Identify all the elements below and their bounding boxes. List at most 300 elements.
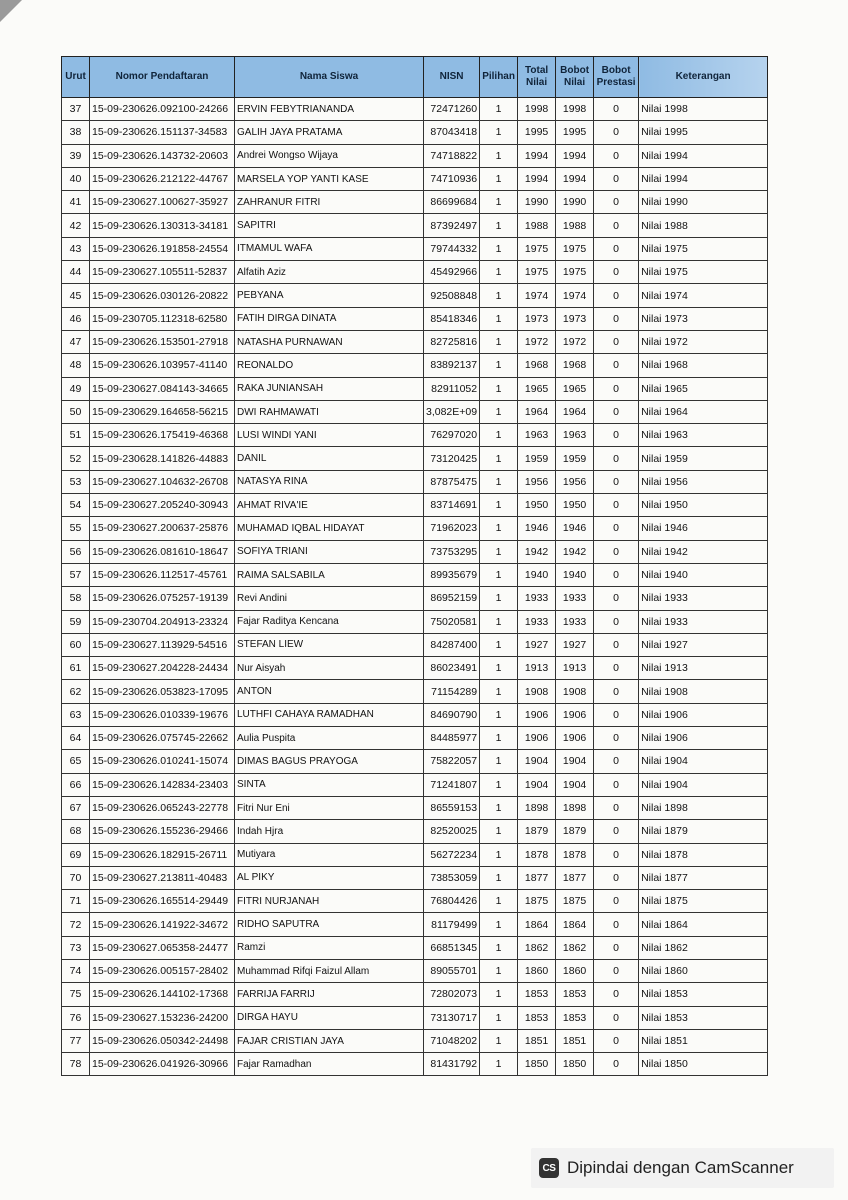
cell-keterangan: Nilai 1975 [639, 237, 768, 260]
cell-nisn: 87392497 [424, 214, 480, 237]
cell-total-nilai: 1940 [518, 563, 556, 586]
table-row [62, 214, 768, 237]
cell-urut: 37 [62, 98, 90, 121]
cell-bobot-nilai: 1975 [556, 261, 594, 284]
cell-bobot-prestasi: 0 [594, 144, 639, 167]
cell-nama-siswa: Revi Andini [235, 587, 424, 610]
table-row [62, 983, 768, 1006]
cell-bobot-nilai: 1908 [556, 680, 594, 703]
cell-keterangan: Nilai 1973 [639, 307, 768, 330]
cell-pilihan: 1 [480, 936, 518, 959]
cell-nomor-pendaftaran: 15-09-230626.050342-24498 [90, 1029, 235, 1052]
cell-nomor-pendaftaran: 15-09-230704.204913-23324 [90, 610, 235, 633]
cell-urut: 57 [62, 563, 90, 586]
cell-urut: 49 [62, 377, 90, 400]
cell-urut: 67 [62, 796, 90, 819]
cell-pilihan: 1 [480, 959, 518, 982]
cell-nomor-pendaftaran: 15-09-230627.084143-34665 [90, 377, 235, 400]
table-row [62, 610, 768, 633]
cell-nomor-pendaftaran: 15-09-230627.213811-40483 [90, 866, 235, 889]
cell-pilihan: 1 [480, 261, 518, 284]
cell-nomor-pendaftaran: 15-09-230626.165514-29449 [90, 890, 235, 913]
cell-total-nilai: 1998 [518, 98, 556, 121]
cell-total-nilai: 1968 [518, 354, 556, 377]
cell-nomor-pendaftaran: 15-09-230626.005157-28402 [90, 959, 235, 982]
table-row [62, 167, 768, 190]
cell-bobot-nilai: 1864 [556, 913, 594, 936]
cell-total-nilai: 1879 [518, 820, 556, 843]
cell-pilihan: 1 [480, 913, 518, 936]
cell-bobot-nilai: 1906 [556, 703, 594, 726]
cell-bobot-nilai: 1875 [556, 890, 594, 913]
cell-nama-siswa: Fajar Raditya Kencana [235, 610, 424, 633]
cell-pilihan: 1 [480, 167, 518, 190]
table-row [62, 1029, 768, 1052]
cell-nisn: 82725816 [424, 330, 480, 353]
cell-total-nilai: 1959 [518, 447, 556, 470]
table-row [62, 890, 768, 913]
cell-keterangan: Nilai 1904 [639, 773, 768, 796]
cell-nama-siswa: RAKA JUNIANSAH [235, 377, 424, 400]
cell-pilihan: 1 [480, 633, 518, 656]
table-row [62, 354, 768, 377]
header-total-nilai: Total Nilai [518, 57, 556, 98]
cell-total-nilai: 1904 [518, 773, 556, 796]
cell-bobot-nilai: 1990 [556, 191, 594, 214]
cell-bobot-prestasi: 0 [594, 610, 639, 633]
cell-pilihan: 1 [480, 447, 518, 470]
camscanner-badge [531, 1148, 834, 1188]
cell-nisn: 73120425 [424, 447, 480, 470]
cell-urut: 47 [62, 330, 90, 353]
cell-bobot-prestasi: 0 [594, 563, 639, 586]
cell-urut: 58 [62, 587, 90, 610]
cell-nomor-pendaftaran: 15-09-230627.104632-26708 [90, 470, 235, 493]
cell-pilihan: 1 [480, 191, 518, 214]
cell-nomor-pendaftaran: 15-09-230626.155236-29466 [90, 820, 235, 843]
cell-bobot-nilai: 1995 [556, 121, 594, 144]
cell-nama-siswa: MUHAMAD IQBAL HIDAYAT [235, 517, 424, 540]
cell-urut: 71 [62, 890, 90, 913]
cell-bobot-prestasi: 0 [594, 1053, 639, 1076]
cell-nisn: 72802073 [424, 983, 480, 1006]
cell-nama-siswa: FATIH DIRGA DINATA [235, 307, 424, 330]
header-keterangan: Keterangan [639, 57, 768, 98]
cell-urut: 65 [62, 750, 90, 773]
cell-nama-siswa: ZAHRANUR FITRI [235, 191, 424, 214]
cell-nama-siswa: Andrei Wongso Wijaya [235, 144, 424, 167]
cell-keterangan: Nilai 1904 [639, 750, 768, 773]
cell-nisn: 87043418 [424, 121, 480, 144]
cell-urut: 56 [62, 540, 90, 563]
cell-bobot-nilai: 1879 [556, 820, 594, 843]
cell-urut: 62 [62, 680, 90, 703]
cell-nomor-pendaftaran: 15-09-230627.105511-52837 [90, 261, 235, 284]
cell-nisn: 89935679 [424, 563, 480, 586]
cell-bobot-prestasi: 0 [594, 284, 639, 307]
table-row [62, 657, 768, 680]
cell-nomor-pendaftaran: 15-09-230705.112318-62580 [90, 307, 235, 330]
cell-bobot-prestasi: 0 [594, 214, 639, 237]
cell-keterangan: Nilai 1913 [639, 657, 768, 680]
cell-nomor-pendaftaran: 15-09-230626.144102-17368 [90, 983, 235, 1006]
cell-nisn: 86952159 [424, 587, 480, 610]
cell-bobot-nilai: 1913 [556, 657, 594, 680]
cell-bobot-nilai: 1972 [556, 330, 594, 353]
cell-nisn: 71241807 [424, 773, 480, 796]
cell-pilihan: 1 [480, 796, 518, 819]
cell-nama-siswa: SINTA [235, 773, 424, 796]
cell-pilihan: 1 [480, 983, 518, 1006]
cell-nomor-pendaftaran: 15-09-230626.141922-34672 [90, 913, 235, 936]
cell-urut: 44 [62, 261, 90, 284]
cell-bobot-prestasi: 0 [594, 167, 639, 190]
cell-pilihan: 1 [480, 354, 518, 377]
cell-urut: 69 [62, 843, 90, 866]
cell-nisn: 84690790 [424, 703, 480, 726]
cell-urut: 72 [62, 913, 90, 936]
cell-total-nilai: 1933 [518, 587, 556, 610]
cell-total-nilai: 1933 [518, 610, 556, 633]
cell-bobot-nilai: 1974 [556, 284, 594, 307]
cell-total-nilai: 1974 [518, 284, 556, 307]
cell-keterangan: Nilai 1851 [639, 1029, 768, 1052]
table-row [62, 261, 768, 284]
cell-urut: 39 [62, 144, 90, 167]
cell-nisn: 74718822 [424, 144, 480, 167]
cell-nomor-pendaftaran: 15-09-230626.010339-19676 [90, 703, 235, 726]
cell-total-nilai: 1908 [518, 680, 556, 703]
cell-bobot-nilai: 1963 [556, 424, 594, 447]
cell-pilihan: 1 [480, 330, 518, 353]
cell-bobot-prestasi: 0 [594, 1029, 639, 1052]
header-bobot-nilai: Bobot Nilai [556, 57, 594, 98]
cell-keterangan: Nilai 1906 [639, 727, 768, 750]
cell-nama-siswa: LUSI WINDI YANI [235, 424, 424, 447]
cell-total-nilai: 1850 [518, 1053, 556, 1076]
table-row [62, 237, 768, 260]
header-nama-siswa: Nama Siswa [235, 57, 424, 98]
cell-nisn: 86023491 [424, 657, 480, 680]
cell-nama-siswa: RAIMA SALSABILA [235, 563, 424, 586]
cell-keterangan: Nilai 1956 [639, 470, 768, 493]
cell-nisn: 84485977 [424, 727, 480, 750]
cell-keterangan: Nilai 1933 [639, 610, 768, 633]
cell-bobot-nilai: 1975 [556, 237, 594, 260]
cell-pilihan: 1 [480, 657, 518, 680]
cell-nomor-pendaftaran: 15-09-230626.053823-17095 [90, 680, 235, 703]
cell-nama-siswa: Indah Hjra [235, 820, 424, 843]
table-row [62, 563, 768, 586]
cell-urut: 60 [62, 633, 90, 656]
cell-nisn: 73853059 [424, 866, 480, 889]
cell-nama-siswa: DWI RAHMAWATI [235, 400, 424, 423]
cell-nama-siswa: AHMAT RIVA'IE [235, 494, 424, 517]
camscanner-text: Dipindai dengan CamScanner [567, 1158, 794, 1177]
cell-urut: 46 [62, 307, 90, 330]
cell-nama-siswa: Fajar Ramadhan [235, 1053, 424, 1076]
cell-nomor-pendaftaran: 15-09-230627.205240-30943 [90, 494, 235, 517]
cell-nomor-pendaftaran: 15-09-230626.182915-26711 [90, 843, 235, 866]
cell-total-nilai: 1906 [518, 703, 556, 726]
cell-nomor-pendaftaran: 15-09-230627.065358-24477 [90, 936, 235, 959]
cell-urut: 75 [62, 983, 90, 1006]
cell-nama-siswa: SOFIYA TRIANI [235, 540, 424, 563]
cell-nama-siswa: Muhammad Rifqi Faizul Allam [235, 959, 424, 982]
cell-total-nilai: 1913 [518, 657, 556, 680]
cell-urut: 50 [62, 400, 90, 423]
cell-keterangan: Nilai 1965 [639, 377, 768, 400]
cell-total-nilai: 1975 [518, 237, 556, 260]
cell-keterangan: Nilai 1995 [639, 121, 768, 144]
cell-bobot-prestasi: 0 [594, 703, 639, 726]
cell-urut: 76 [62, 1006, 90, 1029]
cell-total-nilai: 1988 [518, 214, 556, 237]
cell-nisn: 76297020 [424, 424, 480, 447]
header-bobot-prestasi: Bobot Prestasi [594, 57, 639, 98]
cell-total-nilai: 1853 [518, 983, 556, 1006]
cell-nomor-pendaftaran: 15-09-230626.130313-34181 [90, 214, 235, 237]
cell-keterangan: Nilai 1864 [639, 913, 768, 936]
cell-bobot-nilai: 1877 [556, 866, 594, 889]
cell-keterangan: Nilai 1877 [639, 866, 768, 889]
cell-bobot-nilai: 1862 [556, 936, 594, 959]
table-row [62, 796, 768, 819]
cell-urut: 73 [62, 936, 90, 959]
camscanner-logo-icon: CS [539, 1158, 559, 1178]
cell-nomor-pendaftaran: 15-09-230627.113929-54516 [90, 633, 235, 656]
cell-urut: 61 [62, 657, 90, 680]
cell-keterangan: Nilai 1950 [639, 494, 768, 517]
cell-pilihan: 1 [480, 237, 518, 260]
cell-bobot-prestasi: 0 [594, 470, 639, 493]
cell-urut: 40 [62, 167, 90, 190]
cell-keterangan: Nilai 1850 [639, 1053, 768, 1076]
cell-nisn: 45492966 [424, 261, 480, 284]
cell-bobot-prestasi: 0 [594, 191, 639, 214]
cell-urut: 42 [62, 214, 90, 237]
cell-nomor-pendaftaran: 15-09-230626.143732-20603 [90, 144, 235, 167]
cell-nisn: 83892137 [424, 354, 480, 377]
cell-keterangan: Nilai 1963 [639, 424, 768, 447]
cell-bobot-prestasi: 0 [594, 307, 639, 330]
cell-nama-siswa: Aulia Puspita [235, 727, 424, 750]
cell-nisn: 74710936 [424, 167, 480, 190]
cell-keterangan: Nilai 1879 [639, 820, 768, 843]
cell-bobot-nilai: 1950 [556, 494, 594, 517]
cell-total-nilai: 1942 [518, 540, 556, 563]
cell-bobot-prestasi: 0 [594, 959, 639, 982]
cell-pilihan: 1 [480, 680, 518, 703]
cell-pilihan: 1 [480, 587, 518, 610]
header-pilihan: Pilihan [480, 57, 518, 98]
cell-urut: 41 [62, 191, 90, 214]
cell-bobot-nilai: 1853 [556, 983, 594, 1006]
cell-nama-siswa: Mutiyara [235, 843, 424, 866]
cell-keterangan: Nilai 1942 [639, 540, 768, 563]
cell-keterangan: Nilai 1994 [639, 144, 768, 167]
cell-bobot-prestasi: 0 [594, 354, 639, 377]
cell-nama-siswa: FARRIJA FARRIJ [235, 983, 424, 1006]
cell-total-nilai: 1927 [518, 633, 556, 656]
cell-keterangan: Nilai 1990 [639, 191, 768, 214]
cell-urut: 53 [62, 470, 90, 493]
cell-pilihan: 1 [480, 1006, 518, 1029]
cell-nisn: 71154289 [424, 680, 480, 703]
table-row [62, 494, 768, 517]
cell-total-nilai: 1906 [518, 727, 556, 750]
cell-bobot-prestasi: 0 [594, 377, 639, 400]
cell-nisn: 89055701 [424, 959, 480, 982]
cell-nisn: 82911052 [424, 377, 480, 400]
cell-bobot-prestasi: 0 [594, 98, 639, 121]
table-row [62, 703, 768, 726]
ranking-table [61, 56, 768, 1076]
cell-keterangan: Nilai 1998 [639, 98, 768, 121]
cell-nomor-pendaftaran: 15-09-230626.191858-24554 [90, 237, 235, 260]
cell-bobot-nilai: 1904 [556, 773, 594, 796]
cell-keterangan: Nilai 1933 [639, 587, 768, 610]
cell-urut: 63 [62, 703, 90, 726]
cell-bobot-nilai: 1927 [556, 633, 594, 656]
cell-total-nilai: 1973 [518, 307, 556, 330]
cell-keterangan: Nilai 1940 [639, 563, 768, 586]
cell-bobot-prestasi: 0 [594, 983, 639, 1006]
cell-total-nilai: 1853 [518, 1006, 556, 1029]
cell-keterangan: Nilai 1994 [639, 167, 768, 190]
cell-nama-siswa: REONALDO [235, 354, 424, 377]
cell-bobot-prestasi: 0 [594, 773, 639, 796]
cell-keterangan: Nilai 1875 [639, 890, 768, 913]
cell-pilihan: 1 [480, 494, 518, 517]
cell-pilihan: 1 [480, 214, 518, 237]
table-row [62, 587, 768, 610]
cell-nomor-pendaftaran: 15-09-230626.103957-41140 [90, 354, 235, 377]
cell-nomor-pendaftaran: 15-09-230626.142834-23403 [90, 773, 235, 796]
cell-bobot-prestasi: 0 [594, 540, 639, 563]
cell-bobot-prestasi: 0 [594, 400, 639, 423]
cell-bobot-prestasi: 0 [594, 657, 639, 680]
cell-bobot-nilai: 1973 [556, 307, 594, 330]
cell-nama-siswa: DIMAS BAGUS PRAYOGA [235, 750, 424, 773]
cell-nama-siswa: NATASYA RINA [235, 470, 424, 493]
cell-bobot-nilai: 1851 [556, 1029, 594, 1052]
cell-bobot-prestasi: 0 [594, 936, 639, 959]
cell-nama-siswa: PEBYANA [235, 284, 424, 307]
cell-nisn: 83714691 [424, 494, 480, 517]
cell-nisn: 73130717 [424, 1006, 480, 1029]
cell-keterangan: Nilai 1964 [639, 400, 768, 423]
cell-bobot-prestasi: 0 [594, 447, 639, 470]
cell-total-nilai: 1862 [518, 936, 556, 959]
cell-nama-siswa: SAPITRI [235, 214, 424, 237]
cell-keterangan: Nilai 1974 [639, 284, 768, 307]
cell-bobot-nilai: 1965 [556, 377, 594, 400]
cell-bobot-nilai: 1968 [556, 354, 594, 377]
table-row [62, 400, 768, 423]
cell-pilihan: 1 [480, 424, 518, 447]
cell-bobot-prestasi: 0 [594, 913, 639, 936]
cell-nama-siswa: ITMAMUL WAFA [235, 237, 424, 260]
cell-bobot-prestasi: 0 [594, 424, 639, 447]
cell-total-nilai: 1898 [518, 796, 556, 819]
cell-urut: 78 [62, 1053, 90, 1076]
table-row [62, 820, 768, 843]
cell-nomor-pendaftaran: 15-09-230626.075745-22662 [90, 727, 235, 750]
cell-bobot-nilai: 1942 [556, 540, 594, 563]
cell-pilihan: 1 [480, 517, 518, 540]
cell-bobot-prestasi: 0 [594, 843, 639, 866]
cell-urut: 77 [62, 1029, 90, 1052]
header-urut: Urut [62, 57, 90, 98]
cell-total-nilai: 1860 [518, 959, 556, 982]
cell-total-nilai: 1956 [518, 470, 556, 493]
cell-bobot-prestasi: 0 [594, 237, 639, 260]
cell-nama-siswa: FAJAR CRISTIAN JAYA [235, 1029, 424, 1052]
cell-urut: 54 [62, 494, 90, 517]
cell-total-nilai: 1965 [518, 377, 556, 400]
cell-keterangan: Nilai 1975 [639, 261, 768, 284]
cell-nisn: 72471260 [424, 98, 480, 121]
cell-bobot-nilai: 1956 [556, 470, 594, 493]
cell-nisn: 85418346 [424, 307, 480, 330]
cell-urut: 38 [62, 121, 90, 144]
cell-nomor-pendaftaran: 15-09-230626.010241-15074 [90, 750, 235, 773]
cell-nama-siswa: AL PIKY [235, 866, 424, 889]
cell-bobot-prestasi: 0 [594, 866, 639, 889]
cell-pilihan: 1 [480, 866, 518, 889]
cell-pilihan: 1 [480, 121, 518, 144]
cell-urut: 74 [62, 959, 90, 982]
cell-nomor-pendaftaran: 15-09-230626.175419-46368 [90, 424, 235, 447]
table-row [62, 936, 768, 959]
cell-bobot-prestasi: 0 [594, 750, 639, 773]
cell-bobot-nilai: 1940 [556, 563, 594, 586]
cell-bobot-prestasi: 0 [594, 796, 639, 819]
cell-bobot-nilai: 1860 [556, 959, 594, 982]
cell-keterangan: Nilai 1853 [639, 1006, 768, 1029]
table-row [62, 307, 768, 330]
cell-nisn: 86559153 [424, 796, 480, 819]
cell-pilihan: 1 [480, 540, 518, 563]
cell-total-nilai: 1994 [518, 144, 556, 167]
cell-bobot-nilai: 1946 [556, 517, 594, 540]
cell-keterangan: Nilai 1862 [639, 936, 768, 959]
cell-bobot-prestasi: 0 [594, 330, 639, 353]
cell-nomor-pendaftaran: 15-09-230626.041926-30966 [90, 1053, 235, 1076]
cell-urut: 70 [62, 866, 90, 889]
cell-pilihan: 1 [480, 610, 518, 633]
page-corner-mark [0, 0, 22, 22]
table-row [62, 191, 768, 214]
table-row [62, 447, 768, 470]
cell-nisn: 66851345 [424, 936, 480, 959]
cell-nisn: 71048202 [424, 1029, 480, 1052]
cell-bobot-nilai: 1994 [556, 167, 594, 190]
cell-total-nilai: 1990 [518, 191, 556, 214]
table-row [62, 424, 768, 447]
cell-bobot-prestasi: 0 [594, 820, 639, 843]
table-row [62, 773, 768, 796]
cell-total-nilai: 1963 [518, 424, 556, 447]
cell-urut: 52 [62, 447, 90, 470]
cell-keterangan: Nilai 1959 [639, 447, 768, 470]
table-row [62, 843, 768, 866]
table-body [62, 98, 768, 1076]
cell-nama-siswa: NATASHA PURNAWAN [235, 330, 424, 353]
cell-total-nilai: 1864 [518, 913, 556, 936]
cell-nisn: 81179499 [424, 913, 480, 936]
